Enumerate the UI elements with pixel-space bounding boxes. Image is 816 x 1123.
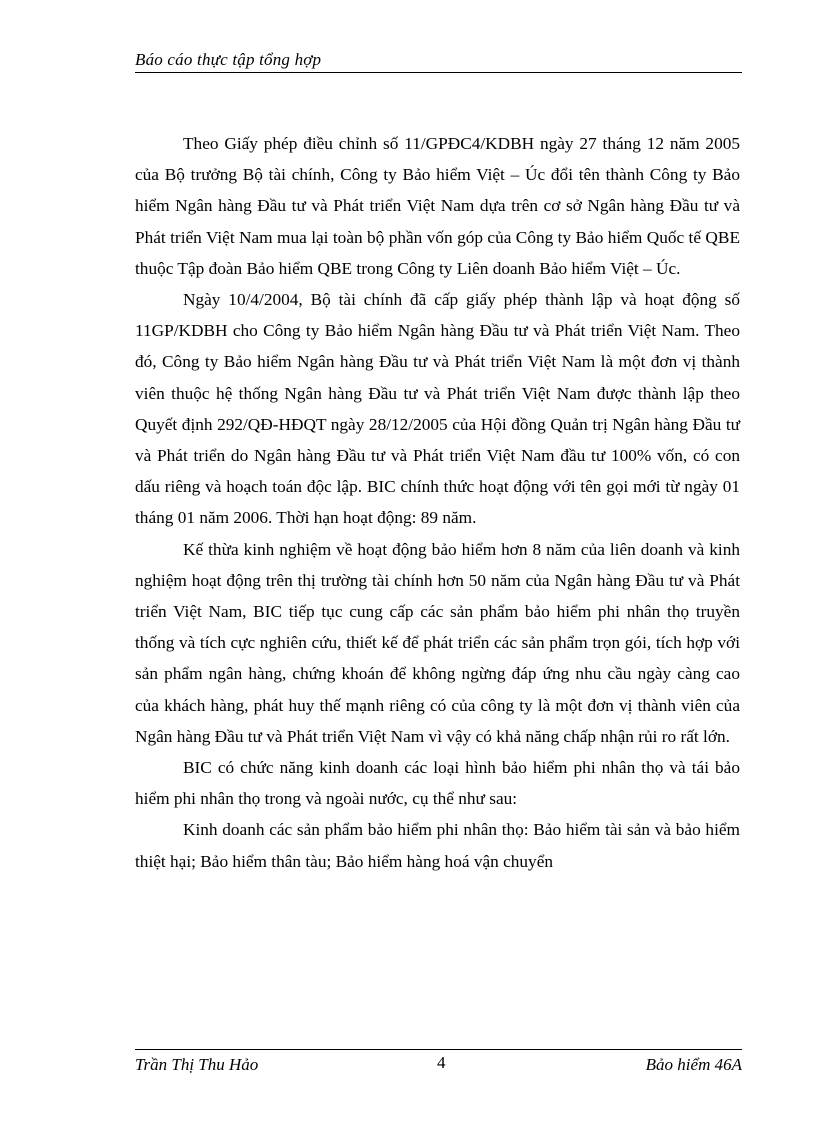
- author-name: Trần Thị Thu Hảo: [135, 1055, 259, 1074]
- report-title: Báo cáo thực tập tổng hợp: [135, 50, 322, 69]
- paragraph-products: Kinh doanh các sản phẩm bảo hiểm phi nhân thọ: Bảo hiểm tài sản và bảo hiểm thiệt hại; Bảo hiểm thân tàu; Bảo hiểm hàng hoá vận chuyển: [135, 820, 740, 871]
- page-footer: [135, 1049, 742, 1078]
- page-number: 4: [437, 1053, 446, 1072]
- paragraph-functions: BIC có chức năng kinh doanh các loại hình bảo hiểm phi nhân thọ và tái bảo hiểm phi nhân thọ trong và ngoài nước, cụ thể như sau:: [135, 758, 740, 809]
- document-body: [135, 128, 740, 877]
- paragraph-establishment: Ngày 10/4/2004, Bộ tài chính đã cấp giấy phép thành lập và hoạt động số 11GP/KDBH cho Công ty Bảo hiểm Ngân hàng Đầu tư và Phát triển Việt Nam. Theo đó, Công ty Bảo hiểm Ngân hàng Đầu tư và Phát triển Việt Nam là một đơn vị thành viên thuộc hệ thống Ngân hàng Đầu tư và Phát triển Việt Nam được thành lập theo Quyết định 292/QĐ-HĐQT ngày 28/12/2005 của Hội đồng Quản trị Ngân hàng Đầu tư và Phát triển do Ngân hàng Đầu tư và Phát triển Việt Nam đầu tư 100% vốn, có con dấu riêng và hoạch toán độc lập. BIC chính thức hoạt động với tên gọi mới từ ngày 01 tháng 01 năm 2006. Thời hạn hoạt động: 89 năm.: [135, 290, 740, 528]
- page-header: [135, 48, 742, 73]
- class-name: Bảo hiểm 46A: [645, 1055, 742, 1074]
- paragraph-license-change: Theo Giấy phép điều chỉnh số 11/GPĐC4/KDBH ngày 27 tháng 12 năm 2005 của Bộ trưởng Bộ tài chính, Công ty Bảo hiểm Việt – Úc đổi tên thành Công ty Bảo hiểm Ngân hàng Đầu tư và Phát triển Việt Nam dựa trên cơ sở Ngân hàng Đầu tư và Phát triển Việt Nam mua lại toàn bộ phần vốn góp của Công ty Bảo hiểm Quốc tế QBE thuộc Tập đoàn Bảo hiểm QBE trong Công ty Liên doanh Bảo hiểm Việt – Úc.: [135, 134, 740, 278]
- paragraph-experience: Kế thừa kinh nghiệm về hoạt động bảo hiểm hơn 8 năm của liên doanh và kinh nghiệm hoạt động trên thị trường tài chính hơn 50 năm của Ngân hàng Đầu tư và Phát triển Việt Nam, BIC tiếp tục cung cấp các sản phẩm bảo hiểm phi nhân thọ truyền thống và tích cực nghiên cứu, thiết kế để phát triển các sản phẩm trọn gói, tích hợp với sản phẩm ngân hàng, chứng khoán để không ngừng đáp ứng nhu cầu ngày càng cao của khách hàng, phát huy thế mạnh riêng có của công ty là một đơn vị thành viên của Ngân hàng Đầu tư và Phát triển Việt Nam vì vậy có khả năng chấp nhận rủi ro rất lớn.: [135, 539, 740, 746]
